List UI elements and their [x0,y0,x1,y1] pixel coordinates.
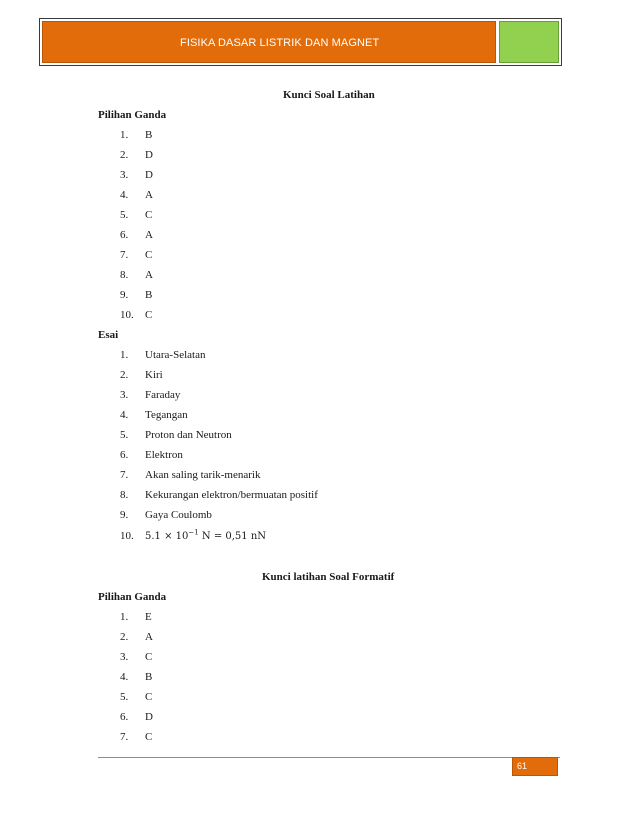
list-text: Kekurangan elektron/bermuatan positif [145,489,318,501]
list-item [120,289,152,301]
list-text: A [145,269,153,281]
list-number: 4. [120,671,129,683]
list-text: A [145,631,153,643]
list-text: Tegangan [145,409,188,421]
list-item [120,229,153,241]
list-number: 1. [120,349,129,361]
list-text: Gaya Coulomb [145,509,212,521]
list-number: 7. [120,249,129,261]
list-text: Kiri [145,369,163,381]
list-text: B [145,129,153,141]
list-text: E [145,611,152,623]
list-number: 9. [120,509,129,521]
subheading-esai: Esai [98,329,119,341]
list-number: 8. [120,269,129,281]
list-text: C [145,249,153,261]
list-number: 4. [120,189,129,201]
list-text: Elektron [145,449,183,461]
list-text: C [145,651,153,663]
header-accent-box [499,21,559,63]
list-text: Utara-Selatan [145,349,206,361]
page-header [39,18,562,66]
list-item [120,651,152,663]
list-text: Proton dan Neutron [145,429,232,441]
list-item [120,409,188,421]
header-title: FISIKA DASAR LISTRIK DAN MAGNET [180,37,380,49]
list-number: 6. [120,711,129,723]
subheading-pilihan-ganda: Pilihan Ganda [98,109,167,121]
list-item [120,449,183,461]
list-item [120,631,153,643]
list-text: Faraday [145,389,181,401]
list-item [120,249,152,261]
list-text: B [145,671,153,683]
header-title-bar [42,21,496,63]
list-number: 2. [120,631,129,643]
formula-exponent: −1 [188,529,199,537]
list-number: 1. [120,611,129,623]
list-item [120,149,153,161]
list-number: 3. [120,651,129,663]
list-text: A [145,229,153,241]
list-number: 9. [120,289,129,301]
list-text: Akan saling tarik-menarik [145,469,261,481]
list-item [120,611,152,623]
section-title-kunci-latihan-soal-formatif: Kunci latihan Soal Formatif [262,571,395,583]
list-text: D [145,711,153,723]
list-number: 5. [120,429,129,441]
list-item [120,169,153,181]
list-item [120,189,153,201]
list-number: 2. [120,149,129,161]
list-item [120,269,153,281]
formula-base: 5.1 × 10 [145,531,189,543]
list-number: 10. [120,530,134,543]
list-item [120,489,318,501]
page-number-box [512,757,558,776]
list-text: C [145,209,153,221]
list-item [120,349,205,361]
list-item [120,209,152,221]
list-item [120,129,152,141]
list-number: 8. [120,489,129,501]
list-number: 2. [120,369,129,381]
list-item [120,711,153,723]
list-number: 6. [120,229,129,241]
subheading-pilihan-ganda-formatif: Pilihan Ganda [98,591,167,603]
list-number: 5. [120,209,129,221]
list-text: C [145,309,153,321]
list-item-formula [120,529,266,542]
list-number: 3. [120,389,129,401]
list-number: 3. [120,169,129,181]
list-text: C [145,691,153,703]
page-number: 61 [517,761,528,771]
list-text: C [145,731,153,743]
list-text: D [145,169,153,181]
list-item [120,691,152,703]
list-item [120,671,152,683]
list-number: 7. [120,731,129,743]
formula-answer [145,531,266,542]
section-title-kunci-soal-latihan: Kunci Soal Latihan [283,89,375,101]
list-item [120,389,180,401]
list-item [120,309,152,321]
list-item [120,469,260,481]
list-number: 4. [120,409,129,421]
list-number: 10. [120,309,134,321]
list-number: 7. [120,469,129,481]
list-number: 1. [120,129,129,141]
list-text: D [145,149,153,161]
list-item [120,429,232,441]
list-number: 5. [120,691,129,703]
list-text: B [145,289,153,301]
list-item [120,731,152,743]
list-item [120,369,163,381]
list-item [120,509,212,521]
list-text: A [145,189,153,201]
footer-divider [98,757,560,758]
formula-tail: N = 0,51 nN [201,531,267,543]
list-number: 6. [120,449,129,461]
